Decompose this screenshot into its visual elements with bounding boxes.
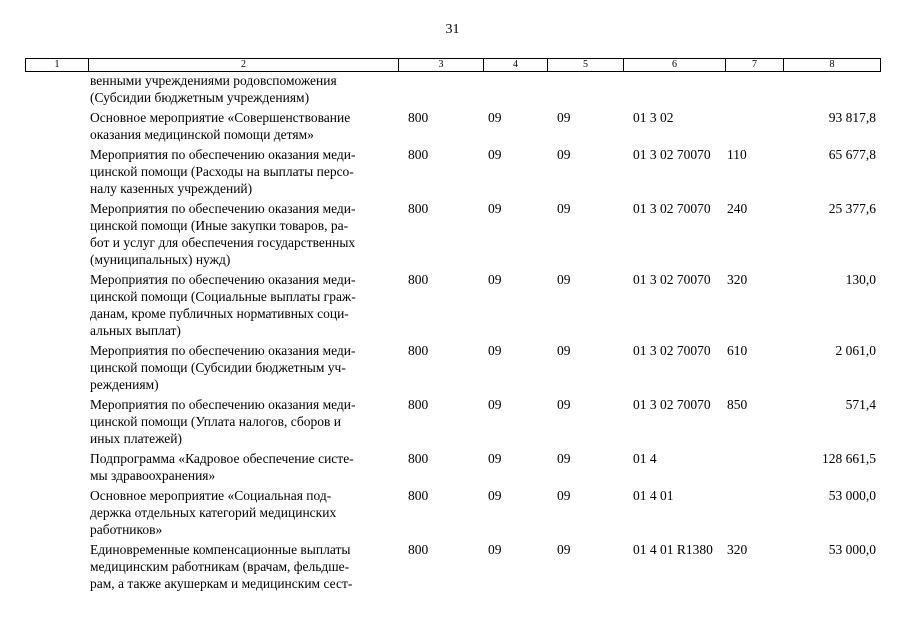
expense-type-code: 850 (727, 397, 748, 412)
target-article-code: 01 3 02 70070 (633, 147, 711, 162)
description-line: Мероприятия по обеспечению оказания меди- (90, 147, 356, 162)
amount-value: 2 061,0 (835, 343, 876, 358)
row-description (88, 450, 398, 484)
table-row (25, 450, 880, 484)
ministry-code: 800 (408, 451, 429, 466)
expense-type-code: 110 (727, 147, 747, 162)
description-line: налу казенных учреждений) (90, 181, 253, 196)
target-article-code: 01 3 02 (633, 110, 674, 125)
column-header-3: 3 (399, 59, 484, 72)
amount-value: 128 661,5 (822, 451, 876, 466)
description-line: иных платежей) (90, 431, 183, 446)
amount-value: 53 000,0 (828, 542, 876, 557)
subsection-code: 09 (557, 147, 571, 162)
subsection-code: 09 (557, 542, 571, 557)
expense-type-code: 240 (727, 201, 748, 216)
column-header-4: 4 (484, 59, 548, 72)
section-code: 09 (488, 542, 502, 557)
subsection-code: 09 (557, 488, 571, 503)
expense-type-code: 610 (727, 343, 748, 358)
row-description (88, 487, 398, 538)
row-description (88, 200, 398, 268)
row-description (88, 541, 398, 592)
ministry-code: 800 (408, 110, 429, 125)
target-article-code: 01 4 01 R1380 (633, 542, 713, 557)
description-line: венными учреждениями родовспоможения (90, 73, 337, 88)
table-row (25, 200, 880, 268)
description-line: Мероприятия по обеспечению оказания меди- (90, 397, 356, 412)
section-code: 09 (488, 343, 502, 358)
description-line: данам, кроме публичных нормативных соци- (90, 306, 349, 321)
section-code: 09 (488, 147, 502, 162)
table-row (25, 541, 880, 592)
row-description (88, 109, 398, 143)
description-line: работников» (90, 522, 163, 537)
description-line: цинской помощи (Иные закупки товаров, ра- (90, 218, 349, 233)
table-row (25, 342, 880, 393)
description-line: реждениям) (90, 377, 159, 392)
description-line: бот и услуг для обеспечения государственных (90, 235, 356, 250)
description-line: держка отдельных категорий медицинских (90, 505, 337, 520)
target-article-code: 01 3 02 70070 (633, 397, 711, 412)
amount-value: 25 377,6 (828, 201, 876, 216)
column-header-6: 6 (624, 59, 726, 72)
column-header-row (26, 59, 881, 72)
target-article-code: 01 4 (633, 451, 657, 466)
description-line: Основное мероприятие «Социальная под- (90, 488, 332, 503)
subsection-code: 09 (557, 201, 571, 216)
ministry-code: 800 (408, 201, 429, 216)
section-code: 09 (488, 272, 502, 287)
row-description (88, 396, 398, 447)
table-row (25, 487, 880, 538)
description-line: Основное мероприятие «Совершенствование (90, 110, 351, 125)
row-description (88, 342, 398, 393)
budget-table-body (25, 72, 880, 592)
description-line: цинской помощи (Субсидии бюджетным уч- (90, 360, 346, 375)
description-line: Мероприятия по обеспечению оказания меди- (90, 201, 356, 216)
description-line: мы здравоохранения» (90, 468, 216, 483)
subsection-code: 09 (557, 451, 571, 466)
subsection-code: 09 (557, 272, 571, 287)
ministry-code: 800 (408, 343, 429, 358)
row-description (88, 146, 398, 197)
target-article-code: 01 3 02 70070 (633, 272, 711, 287)
description-line: рам, а также акушеркам и медицинским сест- (90, 576, 353, 591)
description-line: (Субсидии бюджетным учреждениям) (90, 90, 310, 105)
expense-type-code (725, 72, 783, 106)
section-code: 09 (488, 397, 502, 412)
table-row (25, 72, 880, 106)
section-code: 09 (488, 488, 502, 503)
row-description (88, 271, 398, 339)
section-code: 09 (488, 201, 502, 216)
amount-value: 571,4 (845, 397, 876, 412)
target-article-code: 01 3 02 70070 (633, 343, 711, 358)
column-header-8: 8 (784, 59, 881, 72)
column-header-2: 2 (89, 59, 399, 72)
page-number: 31 (445, 22, 460, 37)
ministry-code: 800 (408, 272, 429, 287)
target-article-code: 01 4 01 (633, 488, 674, 503)
section-code (483, 72, 547, 106)
expense-type-code: 320 (727, 272, 748, 287)
target-article-code: 01 3 02 70070 (633, 201, 711, 216)
amount-value: 65 677,8 (828, 147, 876, 162)
expense-type-code (725, 450, 783, 484)
description-line: альных выплат) (90, 323, 181, 338)
description-line: Единовременные компенсационные выплаты (90, 542, 351, 557)
amount-value (783, 72, 880, 106)
table-row (25, 109, 880, 143)
description-line: Мероприятия по обеспечению оказания меди- (90, 343, 356, 358)
description-line: цинской помощи (Уплата налогов, сборов и (90, 414, 341, 429)
column-header-7: 7 (726, 59, 784, 72)
column-header-5: 5 (548, 59, 624, 72)
table-row (25, 146, 880, 197)
expense-type-code: 320 (727, 542, 748, 557)
subsection-code: 09 (557, 397, 571, 412)
table-row (25, 396, 880, 447)
description-line: Мероприятия по обеспечению оказания меди- (90, 272, 356, 287)
section-code: 09 (488, 110, 502, 125)
description-line: Подпрограмма «Кадровое обеспечение систе- (90, 451, 354, 466)
amount-value: 53 000,0 (828, 488, 876, 503)
section-code: 09 (488, 451, 502, 466)
row-description (88, 72, 398, 106)
ministry-code (398, 72, 483, 106)
ministry-code: 800 (408, 488, 429, 503)
description-line: медицинским работникам (врачам, фельдше- (90, 559, 350, 574)
expense-type-code (725, 109, 783, 143)
expense-type-code (725, 487, 783, 538)
subsection-code: 09 (557, 110, 571, 125)
subsection-code (547, 72, 623, 106)
description-line: цинской помощи (Расходы на выплаты персо- (90, 164, 354, 179)
description-line: цинской помощи (Социальные выплаты граж- (90, 289, 356, 304)
ministry-code: 800 (408, 397, 429, 412)
column-header-table (25, 58, 881, 72)
amount-value: 130,0 (845, 272, 876, 287)
subsection-code: 09 (557, 343, 571, 358)
description-line: оказания медицинской помощи детям» (90, 127, 314, 142)
target-article-code (623, 72, 725, 106)
description-line: (муниципальных) нужд) (90, 252, 231, 267)
table-row (25, 271, 880, 339)
column-header-1: 1 (26, 59, 89, 72)
ministry-code: 800 (408, 542, 429, 557)
amount-value: 93 817,8 (828, 110, 876, 125)
ministry-code: 800 (408, 147, 429, 162)
